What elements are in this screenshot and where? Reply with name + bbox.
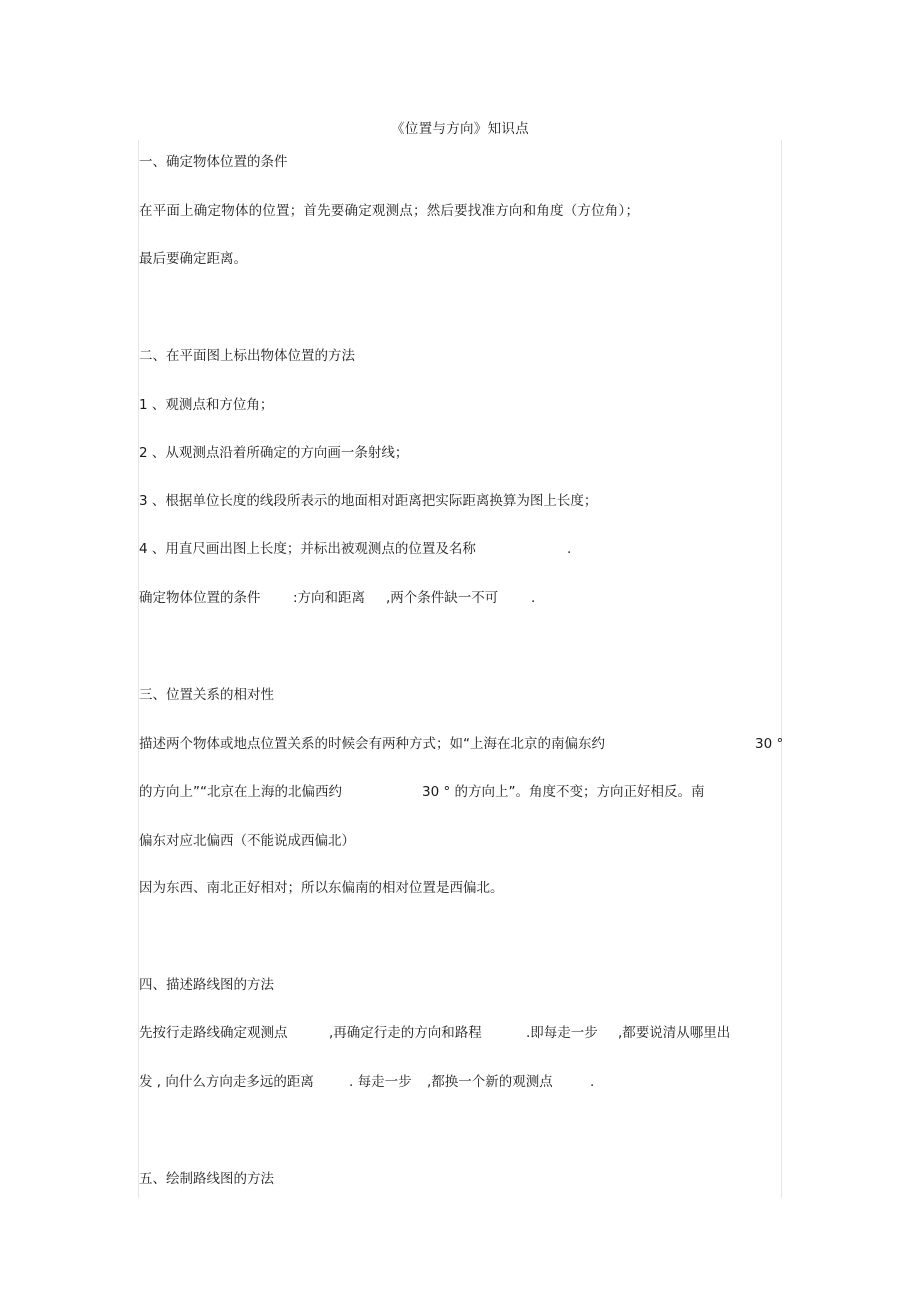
section4-line-1-part-3: .即每走一步 <box>526 1025 598 1041</box>
section4-line-2 <box>139 1073 779 1091</box>
section3-line-2 <box>139 783 779 801</box>
section5-heading: 五、绘制路线图的方法 <box>139 1171 274 1187</box>
section2-summary-part-3: ,两个条件缺一不可 <box>386 590 499 606</box>
section3-line-3: 偏东对应北偏西（不能说成西偏北） <box>139 833 355 849</box>
section4-line-1-part-4: ,都要说清从哪里出 <box>618 1025 731 1041</box>
section2-summary-part-4: . <box>531 590 536 606</box>
section2-item-3: 3 、根据单位长度的线段所表示的地面相对距离把实际距离换算为图上长度； <box>139 493 598 509</box>
section2-item-4 <box>139 540 779 558</box>
section2-heading: 二、在平面图上标出物体位置的方法 <box>139 348 355 364</box>
section3-line-1-angle: 30 ° <box>755 736 784 752</box>
section3-heading: 三、位置关系的相对性 <box>139 687 274 703</box>
section2-summary-part-2: :方向和距离 <box>293 590 366 606</box>
section1-paragraph-2: 最后要确定距离。 <box>139 251 247 267</box>
section1-heading: 一、确定物体位置的条件 <box>139 154 288 170</box>
section2-item-4-text: 4 、用直尺画出图上长度；并标出被观测点的位置及名称 <box>139 541 476 557</box>
section2-item-1: 1 、观测点和方位角； <box>139 397 274 413</box>
section1-paragraph-1: 在平面上确定物体的位置；首先要确定观测点；然后要找准方向和角度（方位角）； <box>139 203 640 219</box>
section4-line-2-part-4: . <box>590 1074 595 1090</box>
section4-line-1-part-1: 先按行走路线确定观测点 <box>139 1025 288 1041</box>
section3-line-2-part-2: 30 ° 的方向上”。角度不变；方向正好相反。南 <box>422 784 705 800</box>
section4-heading: 四、描述路线图的方法 <box>139 977 274 993</box>
section3-line-2-part-1: 的方向上”“北京在上海的北偏西约 <box>139 784 342 800</box>
section2-summary <box>139 589 779 607</box>
section4-line-2-part-1: 发 , 向什么方向走多远的距离 <box>139 1074 314 1090</box>
section3-line-4: 因为东西、南北正好相对；所以东偏南的相对位置是西偏北。 <box>139 880 504 896</box>
section2-item-4-period: . <box>567 541 572 557</box>
right-margin-rule <box>781 140 782 1198</box>
section4-line-2-part-3: ,都换一个新的观测点 <box>427 1074 553 1090</box>
document-title: 《位置与方向》知识点 <box>391 121 529 137</box>
section3-line-1 <box>139 735 789 753</box>
section2-item-2: 2 、从观测点沿着所确定的方向画一条射线； <box>139 445 409 461</box>
section4-line-2-part-2: . 每走一步 <box>349 1074 412 1090</box>
section3-line-1-text: 描述两个物体或地点位置关系的时候会有两种方式；如“上海在北京的南偏东约 <box>139 736 605 752</box>
section4-line-1 <box>139 1024 779 1042</box>
section2-summary-part-1: 确定物体位置的条件 <box>139 590 261 606</box>
section4-line-1-part-2: ,再确定行走的方向和路程 <box>329 1025 482 1041</box>
